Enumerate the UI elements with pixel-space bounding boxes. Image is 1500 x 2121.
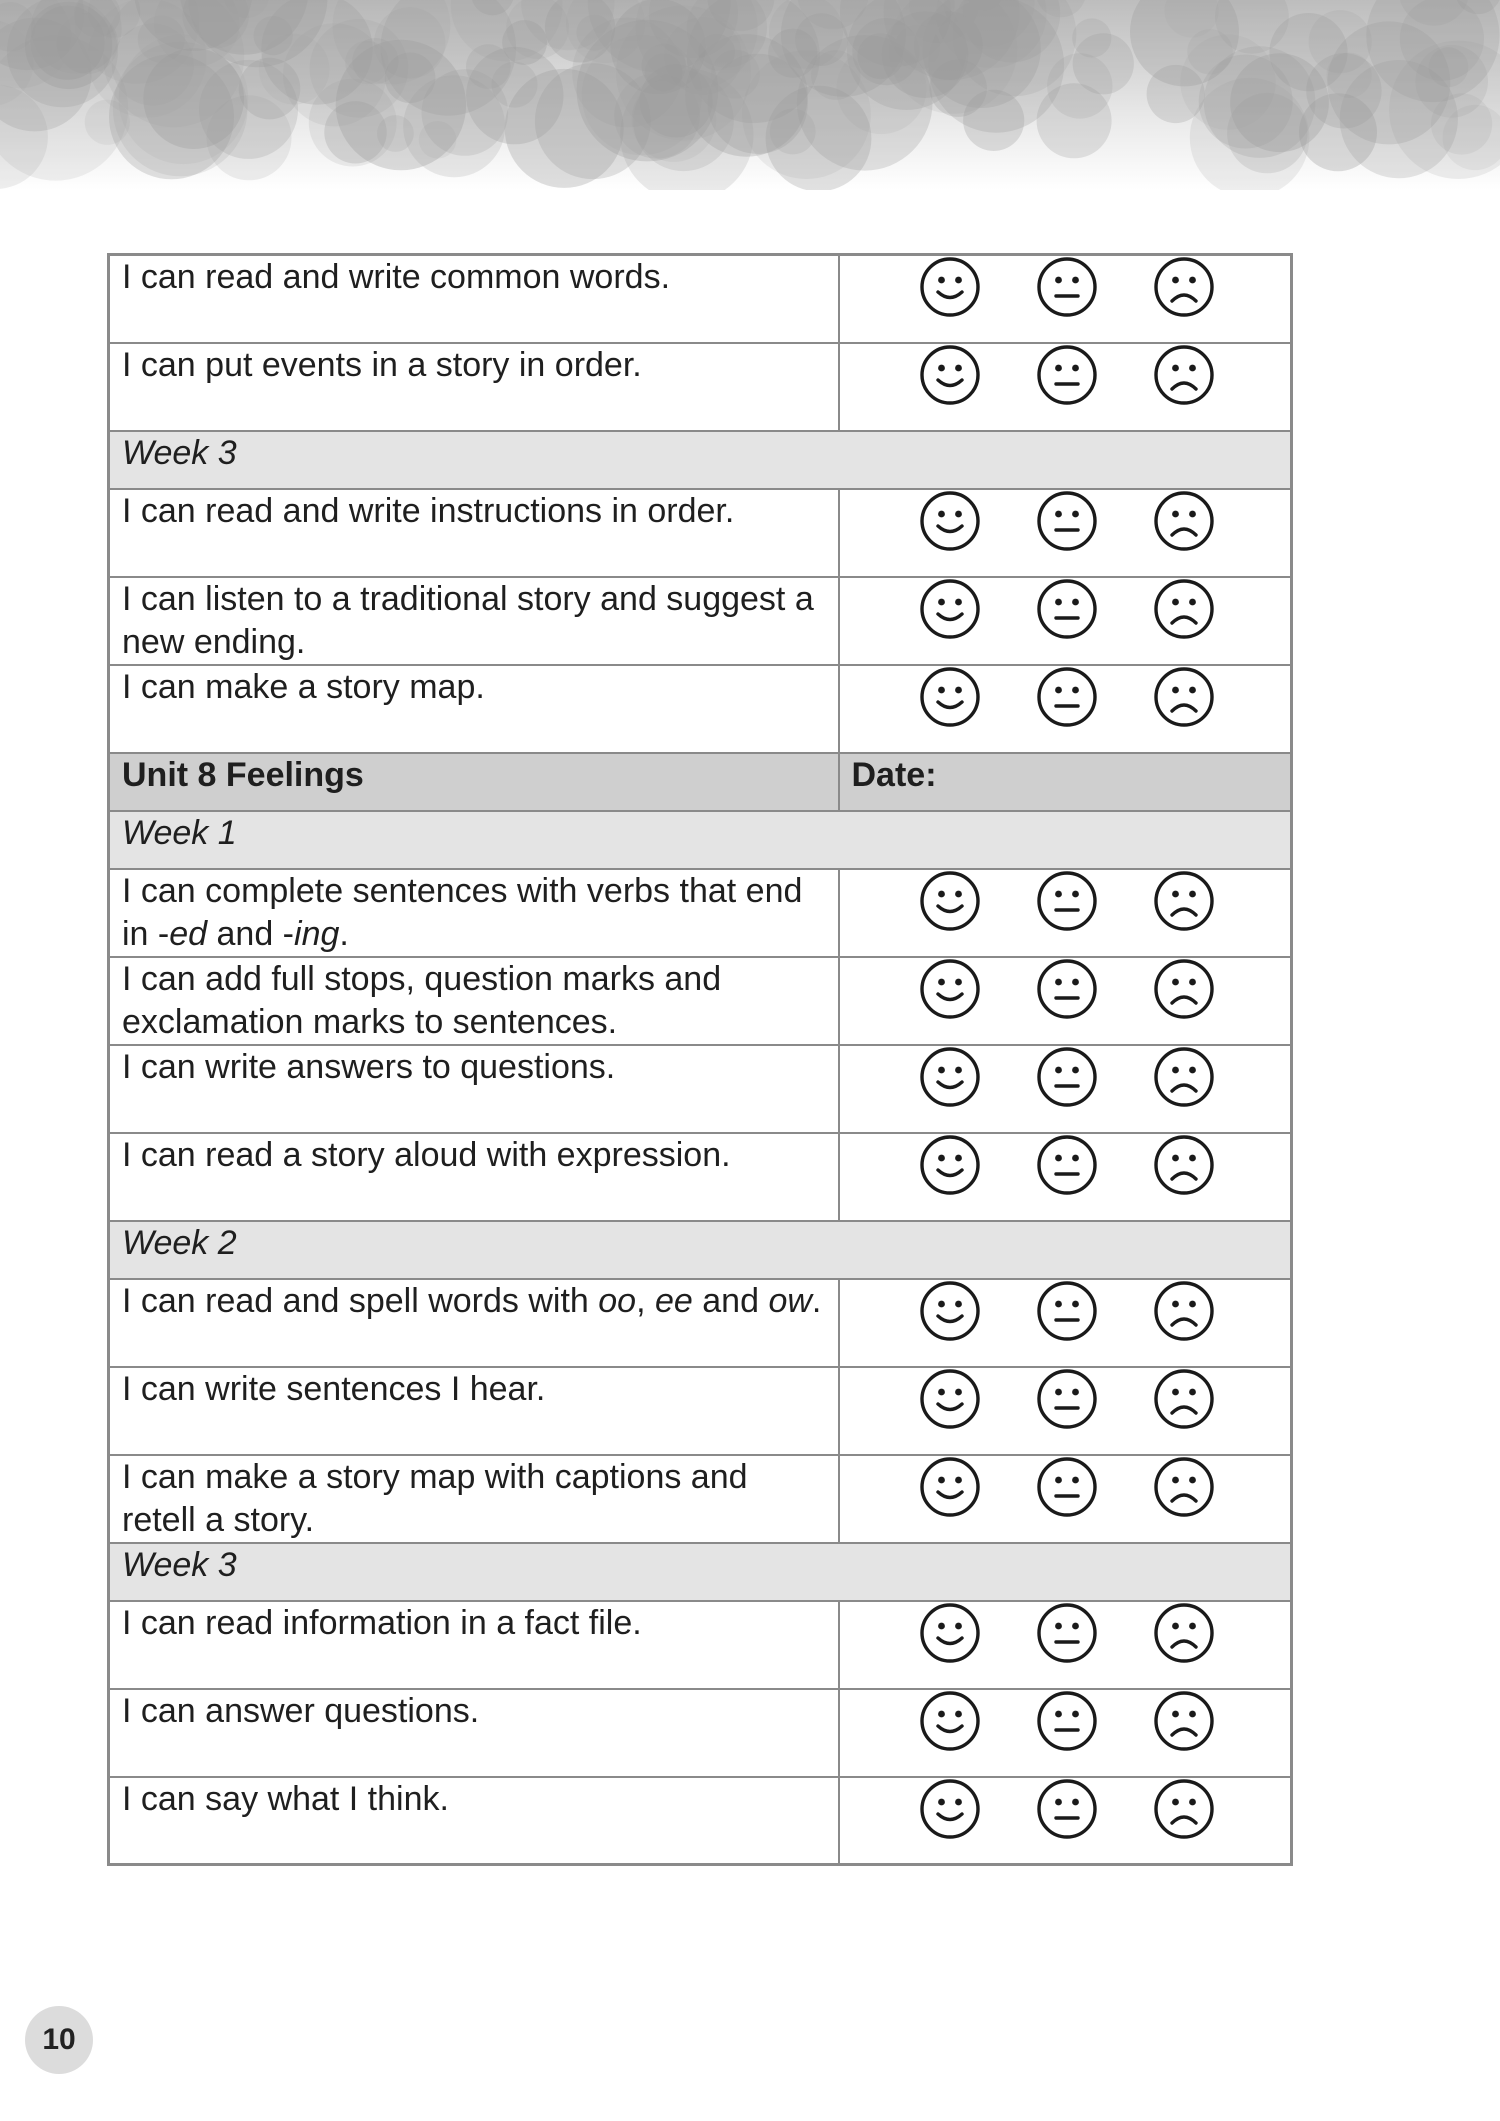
- bubble-decoration: [345, 41, 388, 84]
- sad-face-icon[interactable]: [1153, 958, 1215, 1020]
- rating-cell: [839, 255, 1292, 343]
- statement-italic-part: ing: [294, 914, 340, 953]
- rating-faces: [852, 578, 1279, 640]
- statement-italic-part: ee: [654, 1281, 693, 1320]
- rating-cell: [839, 1689, 1292, 1777]
- sad-face-icon[interactable]: [1153, 1456, 1215, 1518]
- checklist-row: [109, 343, 1292, 431]
- checklist-row: [109, 957, 1292, 1045]
- statement-italic-part: ed: [169, 914, 208, 953]
- checklist-row: [109, 1367, 1292, 1455]
- rating-cell: [839, 869, 1292, 957]
- neutral-face-icon[interactable]: [1036, 1456, 1098, 1518]
- rating-faces: [852, 1134, 1279, 1196]
- sad-face-icon[interactable]: [1153, 1778, 1215, 1840]
- sad-face-icon[interactable]: [1153, 870, 1215, 932]
- rating-cell: [839, 1455, 1292, 1543]
- statement-part: and -: [207, 914, 295, 953]
- neutral-face-icon[interactable]: [1036, 490, 1098, 552]
- rating-cell: [839, 1279, 1292, 1367]
- week-label: Week 3: [109, 431, 1292, 489]
- happy-face-icon[interactable]: [919, 666, 981, 728]
- rating-cell: [839, 1777, 1292, 1865]
- neutral-face-icon[interactable]: [1036, 1368, 1098, 1430]
- statement-text: I can make a story map with captions and retell a story.: [109, 1455, 839, 1543]
- rating-faces: [852, 1456, 1279, 1518]
- checklist-row: [109, 255, 1292, 343]
- happy-face-icon[interactable]: [919, 1368, 981, 1430]
- neutral-face-icon[interactable]: [1036, 1134, 1098, 1196]
- checklist-row: [109, 1279, 1292, 1367]
- happy-face-icon[interactable]: [919, 490, 981, 552]
- statement-part: .: [811, 1281, 822, 1320]
- happy-face-icon[interactable]: [919, 256, 981, 318]
- sad-face-icon[interactable]: [1153, 1280, 1215, 1342]
- bubble-decoration: [1037, 83, 1112, 158]
- rating-cell: [839, 1367, 1292, 1455]
- checklist-row: [109, 1689, 1292, 1777]
- checklist-row: [109, 577, 1292, 665]
- statement-text: I can write sentences I hear.: [109, 1367, 839, 1455]
- statement-part: .: [339, 914, 349, 953]
- rating-faces: [852, 344, 1279, 406]
- sad-face-icon[interactable]: [1153, 1690, 1215, 1752]
- checklist-row: [109, 489, 1292, 577]
- rating-faces: [852, 1046, 1279, 1108]
- unit-title: Unit 8 Feelings: [109, 753, 839, 811]
- statement-text: I can write answers to questions.: [109, 1045, 839, 1133]
- statement-text: I can read a story aloud with expression.: [109, 1133, 839, 1221]
- bubble-decoration: [466, 44, 511, 89]
- bubble-banner: [0, 0, 1500, 190]
- statement-part: and: [692, 1281, 769, 1320]
- week-header-row: [109, 1543, 1292, 1601]
- bubble-decoration: [1072, 18, 1111, 57]
- checklist-row: [109, 665, 1292, 753]
- week-label: Week 3: [109, 1543, 1292, 1601]
- checklist-row: [109, 1455, 1292, 1543]
- statement-italic-part: ow: [768, 1281, 812, 1320]
- statement-text: I can add full stops, question marks and exclamation marks to sentences.: [109, 957, 839, 1045]
- happy-face-icon[interactable]: [919, 344, 981, 406]
- statement-text: I can put events in a story in order.: [109, 343, 839, 431]
- rating-cell: [839, 1045, 1292, 1133]
- rating-faces: [852, 256, 1279, 318]
- statement-text: [109, 1279, 839, 1367]
- page-number: 10: [25, 2006, 93, 2074]
- sad-face-icon[interactable]: [1153, 666, 1215, 728]
- happy-face-icon[interactable]: [919, 1778, 981, 1840]
- happy-face-icon[interactable]: [919, 1602, 981, 1664]
- sad-face-icon[interactable]: [1153, 490, 1215, 552]
- statement-part: ,: [636, 1281, 655, 1320]
- rating-faces: [852, 1280, 1279, 1342]
- rating-cell: [839, 343, 1292, 431]
- rating-faces: [852, 1690, 1279, 1752]
- bubble-decoration: [535, 63, 651, 179]
- date-label: Date:: [839, 753, 1292, 811]
- happy-face-icon[interactable]: [919, 1280, 981, 1342]
- rating-faces: [852, 958, 1279, 1020]
- bubble-decoration: [797, 35, 933, 171]
- happy-face-icon[interactable]: [919, 578, 981, 640]
- bubble-decoration: [930, 59, 987, 116]
- statement-part: I can read and spell words with: [122, 1281, 599, 1320]
- statement-text: I can read information in a fact file.: [109, 1601, 839, 1689]
- neutral-face-icon[interactable]: [1036, 666, 1098, 728]
- bubble-decoration: [109, 54, 234, 179]
- rating-faces: [852, 1602, 1279, 1664]
- bubble-decoration: [419, 121, 457, 159]
- rating-cell: [839, 489, 1292, 577]
- happy-face-icon[interactable]: [919, 958, 981, 1020]
- week-label: Week 1: [109, 811, 1292, 869]
- sad-face-icon[interactable]: [1153, 256, 1215, 318]
- neutral-face-icon[interactable]: [1036, 1280, 1098, 1342]
- rating-cell: [839, 665, 1292, 753]
- statement-text: I can say what I think.: [109, 1777, 839, 1865]
- rating-cell: [839, 1133, 1292, 1221]
- statement-text: I can read and write common words.: [109, 255, 839, 343]
- sad-face-icon[interactable]: [1153, 1134, 1215, 1196]
- neutral-face-icon[interactable]: [1036, 958, 1098, 1020]
- rating-cell: [839, 1601, 1292, 1689]
- sad-face-icon[interactable]: [1153, 344, 1215, 406]
- week-header-row: [109, 431, 1292, 489]
- happy-face-icon[interactable]: [919, 1134, 981, 1196]
- checklist-row: [109, 1601, 1292, 1689]
- rating-faces: [852, 666, 1279, 728]
- checklist-row: [109, 1045, 1292, 1133]
- checklist-row: [109, 1777, 1292, 1865]
- statement-text: I can answer questions.: [109, 1689, 839, 1777]
- statement-text: [109, 869, 839, 957]
- checklist-row: [109, 1133, 1292, 1221]
- happy-face-icon[interactable]: [919, 1046, 981, 1108]
- sad-face-icon[interactable]: [1153, 1602, 1215, 1664]
- checklist-row: [109, 869, 1292, 957]
- rating-faces: [852, 490, 1279, 552]
- week-header-row: [109, 1221, 1292, 1279]
- bubble-decoration: [1227, 93, 1307, 173]
- neutral-face-icon[interactable]: [1036, 1046, 1098, 1108]
- neutral-face-icon[interactable]: [1036, 1778, 1098, 1840]
- statement-part: I can complete sentences with verbs that end in -: [122, 871, 803, 953]
- neutral-face-icon[interactable]: [1036, 870, 1098, 932]
- neutral-face-icon[interactable]: [1036, 344, 1098, 406]
- neutral-face-icon[interactable]: [1036, 256, 1098, 318]
- unit-header-row: [109, 753, 1292, 811]
- week-label: Week 2: [109, 1221, 1292, 1279]
- neutral-face-icon[interactable]: [1036, 1602, 1098, 1664]
- sad-face-icon[interactable]: [1153, 1046, 1215, 1108]
- neutral-face-icon[interactable]: [1036, 578, 1098, 640]
- bubble-decoration: [664, 17, 742, 95]
- happy-face-icon[interactable]: [919, 1690, 981, 1752]
- rating-cell: [839, 957, 1292, 1045]
- neutral-face-icon[interactable]: [1036, 1690, 1098, 1752]
- sad-face-icon[interactable]: [1153, 578, 1215, 640]
- rating-cell: [839, 577, 1292, 665]
- rating-faces: [852, 1778, 1279, 1840]
- self-assessment-table: [107, 253, 1293, 1866]
- statement-text: I can listen to a traditional story and suggest a new ending.: [109, 577, 839, 665]
- sad-face-icon[interactable]: [1153, 1368, 1215, 1430]
- statement-text: I can make a story map.: [109, 665, 839, 753]
- happy-face-icon[interactable]: [919, 1456, 981, 1518]
- statement-text: I can read and write instructions in order.: [109, 489, 839, 577]
- week-header-row: [109, 811, 1292, 869]
- rating-faces: [852, 870, 1279, 932]
- happy-face-icon[interactable]: [919, 870, 981, 932]
- statement-italic-part: oo: [598, 1281, 637, 1320]
- rating-faces: [852, 1368, 1279, 1430]
